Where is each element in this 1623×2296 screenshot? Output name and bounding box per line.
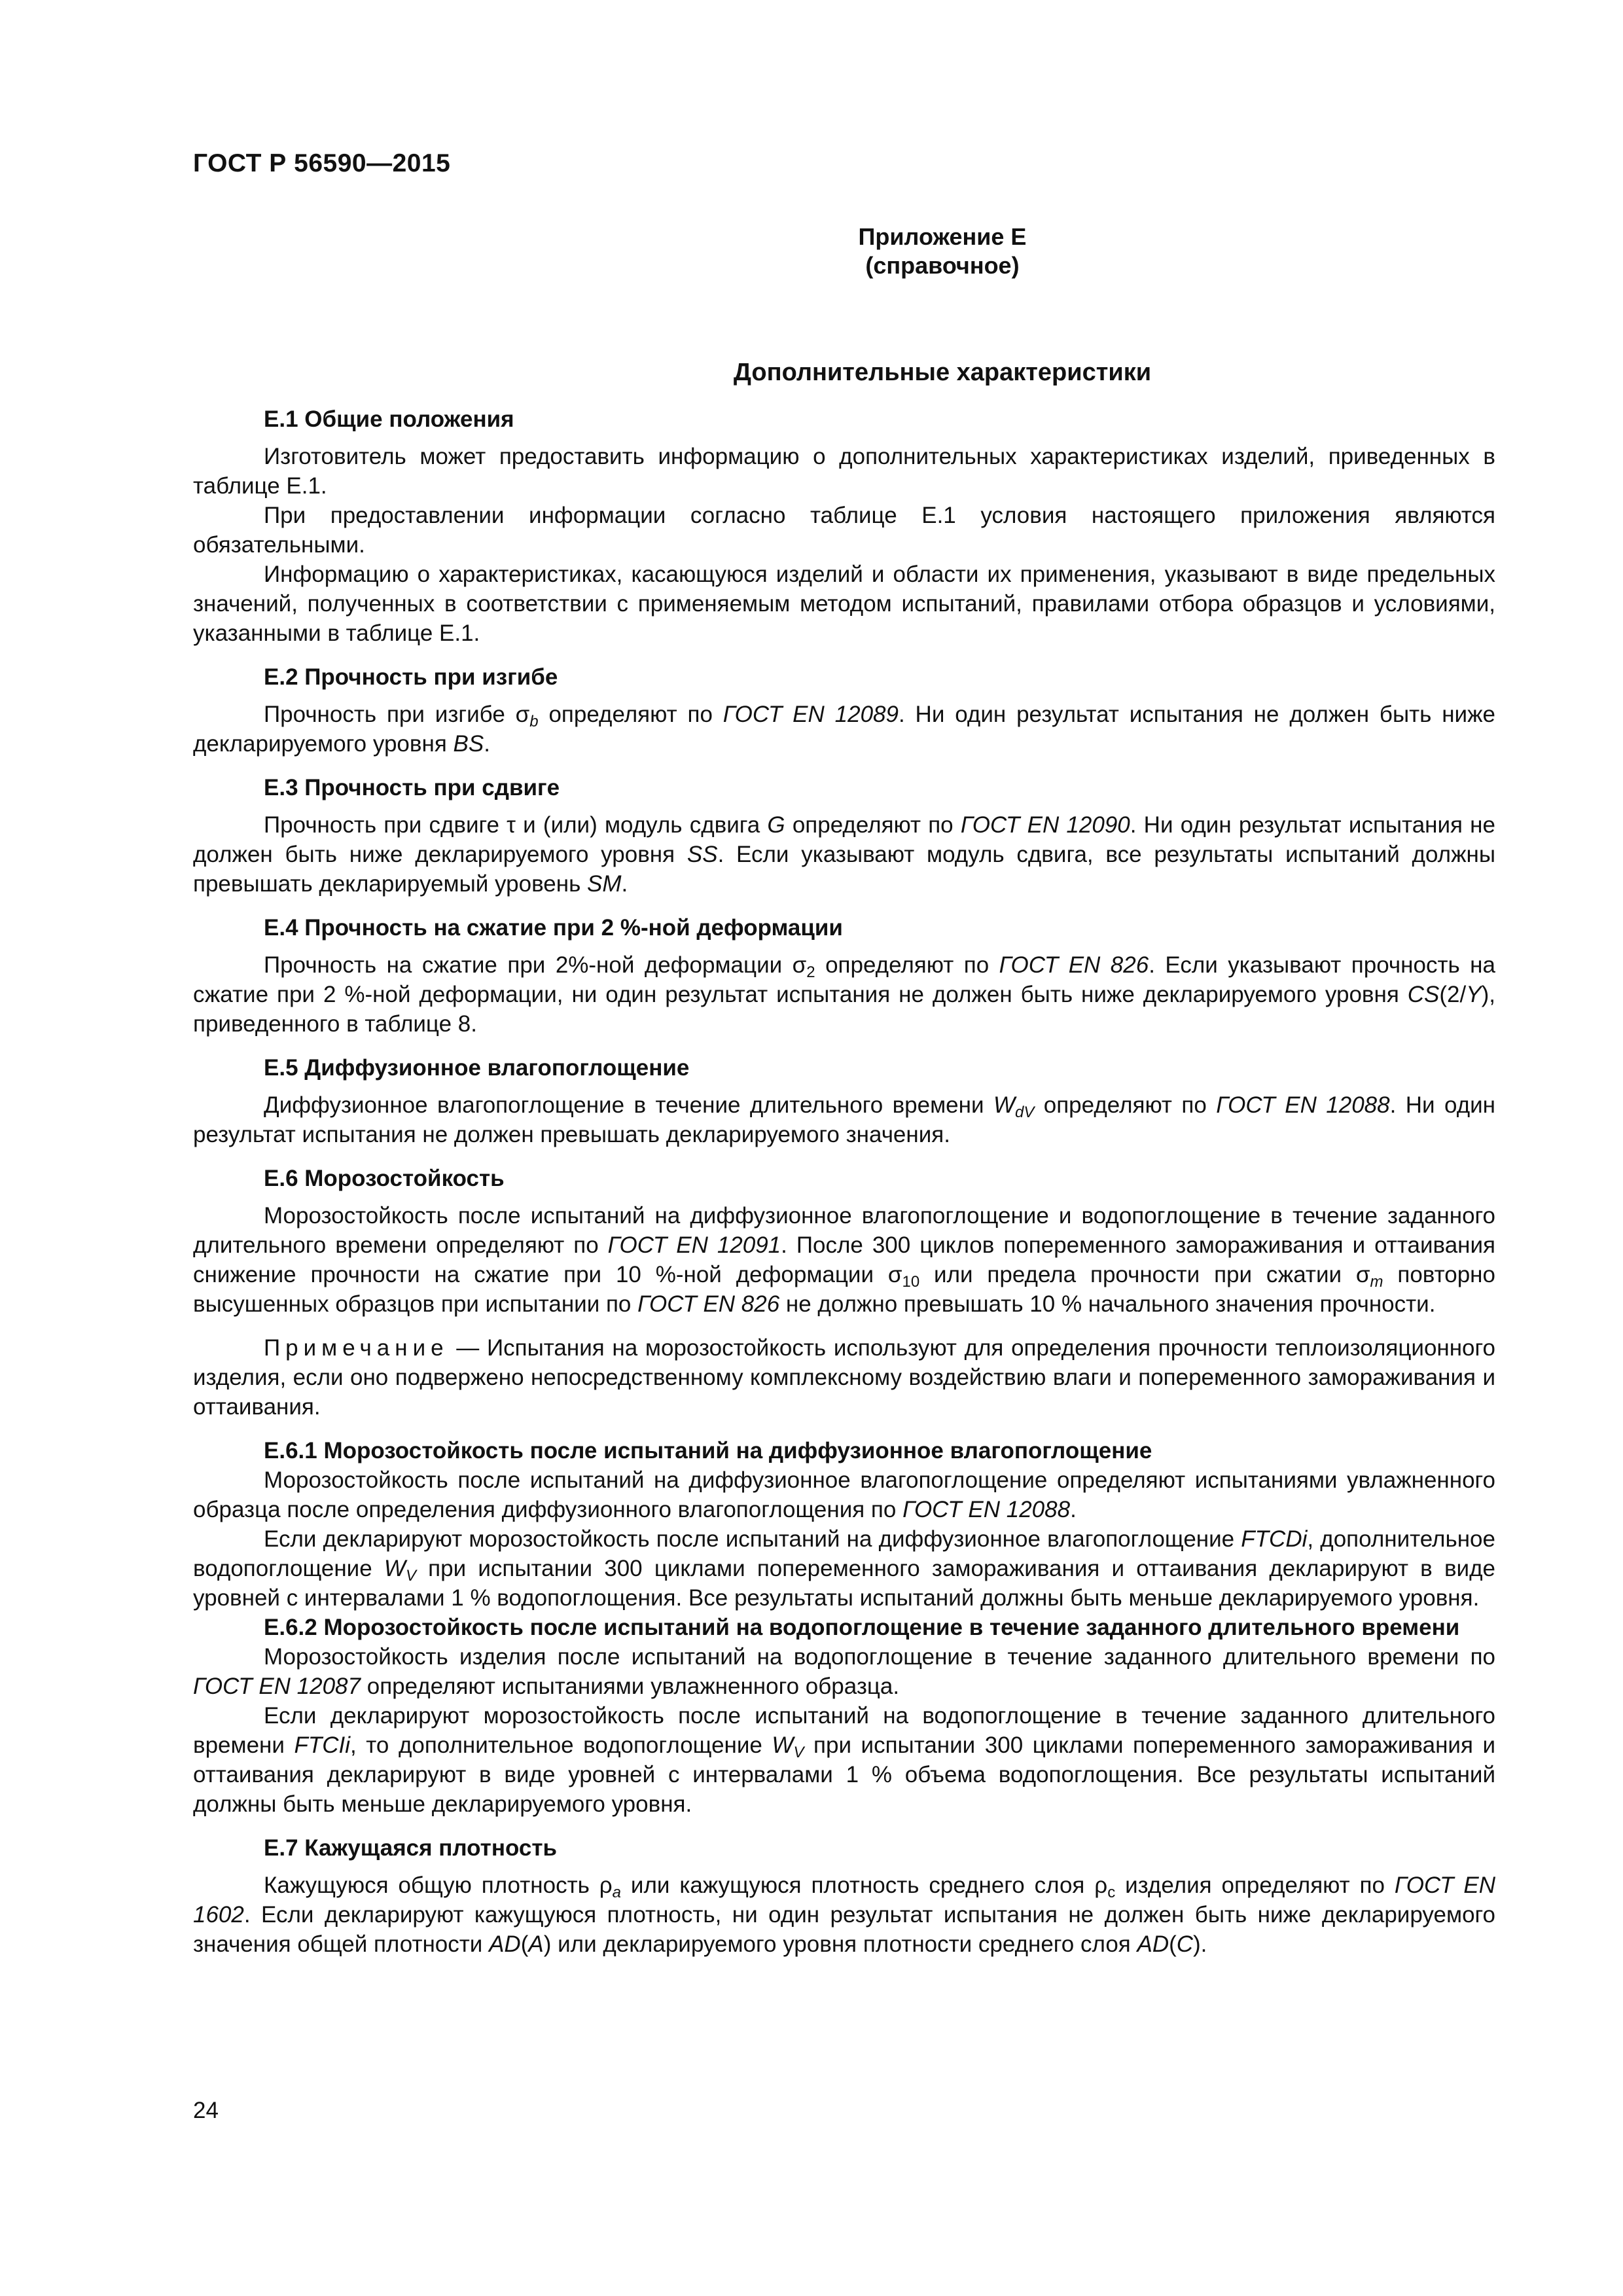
standard-reference: ГОСТ EN 826 [999,952,1149,978]
note-label: Примечание [264,1335,449,1361]
paragraph: Прочность при сдвиге τ и (или) модуль сдвига G определяют по ГОСТ EN 12090. Ни один результат испытания не должен быть ниже декларируемого уровня SS. Если указывают модуль сдвига, все результаты испытаний должны превышать декларируемый уровень SM. [193,812,1495,897]
paragraph: Прочность на сжатие при 2%-ной деформации $\sigma_2$ определяют по ГОСТ EN 826. Если указывают прочность на сжатие при 2 %-ной деформации, ни один результат испытания не должен быть ниже декларируемого уровня CS(2/Y), приведенного в таблице 8. [193,952,1495,1037]
paragraph: Если декларируют морозостойкость после испытаний на водопоглощение в течение заданного длительного времени FTCIi, то дополнительное водопоглощение $W_V$ при испытании 300 циклами попеременного замораживания и оттаивания декларируют в виде уровней с интервалами 1 % объема водопоглощения. Все результаты испытаний должны быть меньше декларируемого уровня. [193,1703,1496,1817]
appendix-label: Приложение Е [858,223,1027,250]
page-title: Дополнительные характеристики [733,359,1152,386]
standard-reference: ГОСТ EN 12087 [193,1674,361,1699]
standard-reference: ГОСТ EN 12088 [1216,1092,1390,1118]
document-body [193,404,1495,1959]
section-heading-e6-2: Е.6.2 Морозостойкость после испытаний на водопоглощение в течение заданного длительного времени [264,1615,1460,1640]
paragraph: При предоставлении информации согласно таблице Е.1 условия настоящего приложения являются обязательными. [193,503,1495,558]
section-heading-e6: Е.6 Морозостойкость [264,1166,505,1191]
appendix-kind: (справочное) [865,252,1020,279]
paragraph: Если декларируют морозостойкость после испытаний на диффузионное влагопоглощение FTCDi, дополнительное водопоглощение $W_V$ при испытании 300 циклами попеременного замораживания и оттаивания декларируют в виде уровней с интервалами 1 % водопоглощения. Все результаты испытаний должны быть меньше декларируемого уровня. [193,1526,1495,1611]
standard-reference: ГОСТ EN 12089 [722,702,899,727]
paragraph: Изготовитель может предоставить информацию о дополнительных характеристиках изделий, приведенных в таблице Е.1. [193,444,1495,499]
section-heading-e5: Е.5 Диффузионное влагопоглощение [264,1055,690,1081]
appendix-header [193,223,1495,280]
paragraph: Морозостойкость после испытаний на диффузионное влагопоглощение определяют испытаниями увлажненного образца после определения диффузионного влагопоглощения по ГОСТ EN 12088. [193,1467,1495,1522]
standard-reference: ГОСТ EN 12088 [902,1497,1071,1522]
paragraph: Морозостойкость после испытаний на диффузионное влагопоглощение и водопоглощение в течение заданного длительного времени определяют по ГОСТ EN 12091. После 300 циклов попеременного замораживания и оттаивания снижение прочности на сжатие при 10 %-ной деформации $\sigma_{10}$ или предела прочности при сжатии $\sigma_m$ повторно высушенных образцов при испытании по ГОСТ EN 826 не должно превышать 10 % начального значения прочности. [193,1203,1495,1317]
standard-reference: ГОСТ EN 1602 [193,1873,1495,1928]
paragraph: Диффузионное влагопоглощение в течение длительного времени $W_{dV}$ определяют по ГОСТ EN 12088. Ни один результат испытания не должен превышать декларируемого значения. [193,1092,1495,1147]
paragraph: Морозостойкость изделия после испытаний на водопоглощение в течение заданного длительного времени по ГОСТ EN 12087 определяют испытаниями увлажненного образца. [193,1644,1495,1699]
standard-reference: ГОСТ EN 826 [637,1291,780,1317]
section-heading-e2: Е.2 Прочность при изгибе [264,664,558,690]
standard-reference: ГОСТ EN 12091 [607,1232,781,1258]
section-heading-e4: Е.4 Прочность на сжатие при 2 %-ной деформации [264,915,843,941]
section-heading-e3: Е.3 Прочность при сдвиге [264,775,560,800]
standard-reference: ГОСТ EN 12090 [960,812,1130,838]
page-number: 24 [193,2098,219,2123]
document-code: ГОСТ Р 56590—2015 [193,149,451,177]
section-heading-e1: Е.1 Общие положения [264,406,514,432]
note: Примечание — Испытания на морозостойкость используют для определения прочности теплоизоляционного изделия, если оно подвержено непосредственному комплексному воздействию влаги и попеременного замораживания и оттаивания. [193,1335,1495,1420]
paragraph: Кажущуюся общую плотность $\rho_a$ или кажущуюся плотность среднего слоя $\rho_c$ изделия определяют по ГОСТ EN 1602. Если декларируют кажущуюся плотность, ни один результат испытания не должен быть ниже декларируемого значения общей плотности AD(A) или декларируемого уровня плотности среднего слоя AD(C). [193,1873,1495,1957]
paragraph: Информацию о характеристиках, касающуюся изделий и области их применения, указывают в виде предельных значений, полученных в соответствии с применяемым методом испытаний, правилами отбора образцов и условиями, указанными в таблице Е.1. [193,562,1495,646]
paragraph: Прочность при изгибе $\sigma_b$ определяют по ГОСТ EN 12089. Ни один результат испытания не должен быть ниже декларируемого уровня BS. [193,702,1495,757]
section-heading-e6-1: Е.6.1 Морозостойкость после испытаний на диффузионное влагопоглощение [264,1438,1152,1463]
section-heading-e7: Е.7 Кажущаяся плотность [264,1835,557,1861]
